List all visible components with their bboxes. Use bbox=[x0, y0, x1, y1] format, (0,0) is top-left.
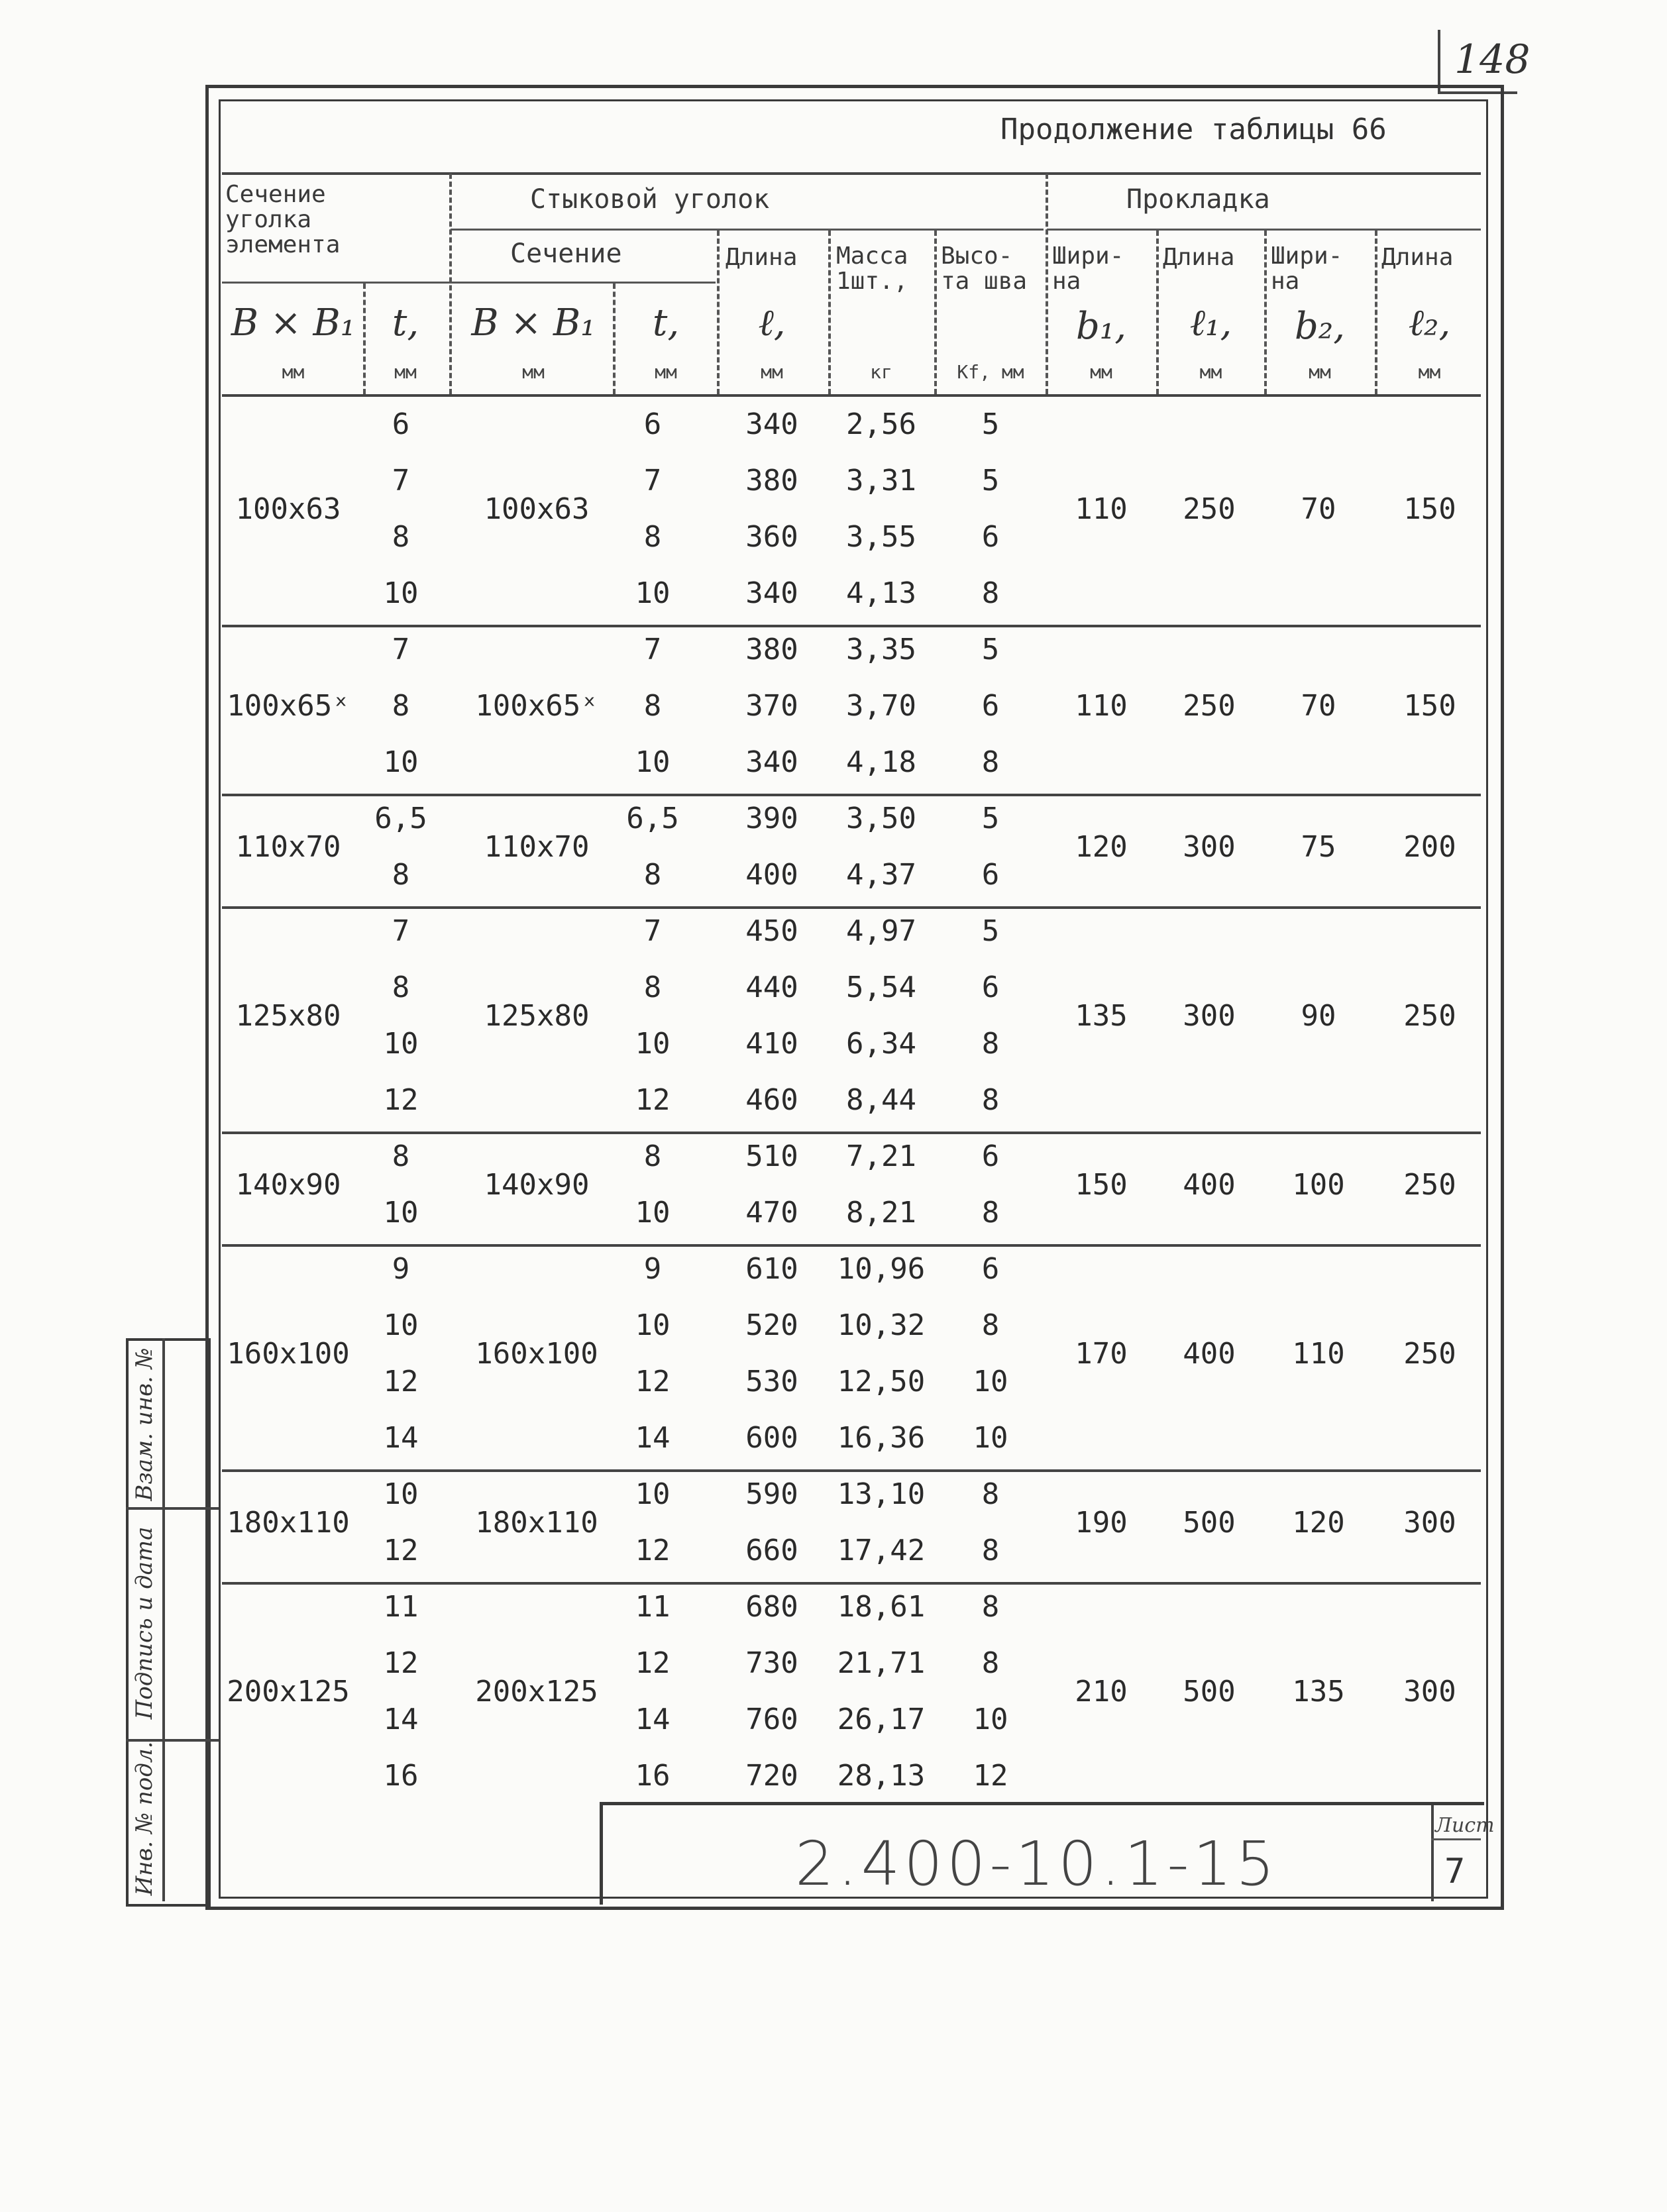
cell-weld-height: 10 bbox=[973, 1365, 1008, 1398]
cell-mass: 12,50 bbox=[837, 1365, 926, 1398]
cell-mass: 6,34 bbox=[846, 1027, 916, 1061]
unit-mm-3: мм bbox=[522, 361, 545, 383]
cell-t-joint: 12 bbox=[635, 1083, 671, 1117]
cell-weld-height: 12 bbox=[973, 1759, 1008, 1793]
hdr-mass: Масса 1шт., bbox=[836, 242, 908, 295]
hdr-pad-length1: Длина bbox=[1163, 244, 1235, 271]
cell-weld-height: 6 bbox=[981, 858, 1000, 892]
cell-t-joint: 9 bbox=[643, 1252, 662, 1286]
cell-section-elem: 100x65ˣ bbox=[227, 689, 350, 723]
cell-weld-height: 10 bbox=[973, 1421, 1008, 1455]
cell-mass: 4,37 bbox=[846, 858, 916, 892]
cell-pad-1: 110 bbox=[1075, 689, 1128, 723]
cell-section-elem: 200x125 bbox=[227, 1674, 350, 1709]
cell-length: 720 bbox=[745, 1759, 798, 1793]
cell-weld-height: 6 bbox=[981, 520, 1000, 554]
cell-section-elem: 180x110 bbox=[227, 1505, 350, 1540]
cell-t-elem: 12 bbox=[383, 1534, 419, 1567]
side-label-vzam: Взам. инв. № bbox=[131, 1347, 158, 1501]
cell-section-joint: 110x70 bbox=[484, 829, 590, 864]
cell-t-elem: 11 bbox=[383, 1590, 419, 1624]
sym-l1: ℓ₁, bbox=[1189, 301, 1232, 344]
cell-section-joint: 140x90 bbox=[484, 1167, 590, 1202]
cell-length: 460 bbox=[745, 1083, 798, 1117]
cell-weld-height: 6 bbox=[981, 689, 1000, 723]
cell-mass: 3,50 bbox=[846, 802, 916, 835]
group-divider bbox=[222, 906, 1481, 909]
cell-t-elem: 8 bbox=[392, 971, 410, 1004]
cell-t-joint: 6,5 bbox=[626, 802, 679, 835]
hdr-sep-5 bbox=[828, 231, 831, 394]
cell-t-joint: 12 bbox=[635, 1646, 671, 1680]
cell-length: 450 bbox=[745, 914, 798, 948]
hdr-section: Сечение bbox=[510, 238, 622, 269]
cell-section-joint: 125x80 bbox=[484, 998, 590, 1033]
header-top-line bbox=[222, 172, 1481, 175]
cell-length: 390 bbox=[745, 802, 798, 835]
cell-t-elem: 10 bbox=[383, 1196, 419, 1230]
unit-mm-7: мм bbox=[1199, 361, 1222, 383]
cell-t-elem: 16 bbox=[383, 1759, 419, 1793]
cell-length: 370 bbox=[745, 689, 798, 723]
cell-t-joint: 7 bbox=[643, 914, 662, 948]
cell-weld-height: 6 bbox=[981, 1139, 1000, 1173]
cell-weld-height: 8 bbox=[981, 1196, 1000, 1230]
header-sub-line-joint bbox=[451, 282, 716, 284]
cell-t-elem: 10 bbox=[383, 1308, 419, 1342]
cell-pad-2: 500 bbox=[1183, 1505, 1236, 1540]
cell-weld-height: 5 bbox=[981, 407, 1000, 441]
cell-t-elem: 6 bbox=[392, 407, 410, 441]
cell-pad-2: 300 bbox=[1183, 998, 1236, 1033]
sym-b1: b₁, bbox=[1075, 305, 1127, 348]
group-divider bbox=[222, 625, 1481, 627]
group-divider bbox=[222, 794, 1481, 796]
cell-pad-1: 170 bbox=[1075, 1336, 1128, 1371]
cell-mass: 26,17 bbox=[837, 1703, 926, 1736]
cell-length: 510 bbox=[745, 1139, 798, 1173]
cell-t-elem: 14 bbox=[383, 1703, 419, 1736]
cell-weld-height: 8 bbox=[981, 1083, 1000, 1117]
cell-length: 590 bbox=[745, 1477, 798, 1511]
hdr-sep-1 bbox=[449, 174, 452, 394]
group-divider bbox=[222, 1132, 1481, 1134]
cell-t-joint: 11 bbox=[635, 1590, 671, 1624]
cell-pad-2: 250 bbox=[1183, 689, 1236, 723]
cell-pad-4: 150 bbox=[1403, 689, 1456, 723]
cell-pad-2: 400 bbox=[1183, 1167, 1236, 1202]
cell-mass: 3,35 bbox=[846, 633, 916, 666]
cell-section-elem: 140x90 bbox=[235, 1167, 341, 1202]
cell-length: 340 bbox=[745, 407, 798, 441]
cell-length: 610 bbox=[745, 1252, 798, 1286]
cell-pad-3: 100 bbox=[1292, 1167, 1345, 1202]
cell-mass: 3,31 bbox=[846, 464, 916, 498]
cell-section-elem: 100x63 bbox=[235, 492, 341, 526]
cell-mass: 16,36 bbox=[837, 1421, 926, 1455]
cell-weld-height: 8 bbox=[981, 1590, 1000, 1624]
cell-mass: 2,56 bbox=[846, 407, 916, 441]
cell-length: 470 bbox=[745, 1196, 798, 1230]
cell-pad-1: 135 bbox=[1075, 998, 1128, 1033]
cell-section-elem: 110x70 bbox=[235, 829, 341, 864]
cell-mass: 3,70 bbox=[846, 689, 916, 723]
group-divider bbox=[222, 1244, 1481, 1247]
cell-t-joint: 6 bbox=[643, 407, 662, 441]
cell-t-joint: 8 bbox=[643, 1139, 662, 1173]
stamp-sheet-number: 7 bbox=[1444, 1852, 1466, 1891]
cell-weld-height: 10 bbox=[973, 1703, 1008, 1736]
cell-weld-height: 5 bbox=[981, 464, 1000, 498]
sym-l2: ℓ₂, bbox=[1408, 301, 1451, 344]
table-caption: Продолжение таблицы 66 bbox=[1000, 113, 1387, 146]
unit-mm-8: мм bbox=[1309, 361, 1331, 383]
cell-t-elem: 12 bbox=[383, 1083, 419, 1117]
cell-pad-3: 75 bbox=[1301, 829, 1336, 864]
cell-t-joint: 14 bbox=[635, 1703, 671, 1736]
cell-mass: 8,44 bbox=[846, 1083, 916, 1117]
cell-t-elem: 10 bbox=[383, 745, 419, 779]
cell-mass: 4,18 bbox=[846, 745, 916, 779]
cell-t-elem: 9 bbox=[392, 1252, 410, 1286]
cell-pad-1: 210 bbox=[1075, 1674, 1128, 1709]
cell-t-elem: 10 bbox=[383, 1477, 419, 1511]
hdr-pad-width2: Шири-на bbox=[1271, 242, 1343, 295]
cell-t-joint: 14 bbox=[635, 1421, 671, 1455]
cell-pad-1: 190 bbox=[1075, 1505, 1128, 1540]
cell-t-joint: 8 bbox=[643, 689, 662, 723]
header-sub-line-elem bbox=[222, 282, 451, 284]
cell-t-elem: 7 bbox=[392, 464, 410, 498]
cell-weld-height: 6 bbox=[981, 971, 1000, 1004]
cell-t-joint: 10 bbox=[635, 745, 671, 779]
cell-pad-1: 150 bbox=[1075, 1167, 1128, 1202]
cell-mass: 10,32 bbox=[837, 1308, 926, 1342]
cell-weld-height: 5 bbox=[981, 914, 1000, 948]
cell-length: 730 bbox=[745, 1646, 798, 1680]
cell-length: 440 bbox=[745, 971, 798, 1004]
sym-bxb-elem: В × В₁ bbox=[231, 301, 356, 344]
sym-b2: b₂, bbox=[1294, 305, 1346, 348]
unit-mm-2: мм bbox=[394, 361, 417, 383]
cell-t-elem: 7 bbox=[392, 633, 410, 666]
cell-pad-3: 70 bbox=[1301, 689, 1336, 723]
cell-t-joint: 16 bbox=[635, 1759, 671, 1793]
cell-length: 600 bbox=[745, 1421, 798, 1455]
cell-t-joint: 10 bbox=[635, 1027, 671, 1061]
cell-weld-height: 8 bbox=[981, 1308, 1000, 1342]
side-label-podpis: Подпись и дата bbox=[131, 1526, 158, 1720]
header-mid-line-joint bbox=[451, 229, 1044, 231]
cell-weld-height: 5 bbox=[981, 633, 1000, 666]
cell-section-joint: 160x100 bbox=[475, 1336, 598, 1371]
cell-mass: 3,55 bbox=[846, 520, 916, 554]
side-stamp-line-1 bbox=[126, 1507, 219, 1510]
cell-weld-height: 8 bbox=[981, 576, 1000, 610]
cell-t-joint: 7 bbox=[643, 633, 662, 666]
cell-t-elem: 8 bbox=[392, 689, 410, 723]
stamp-sheet-line bbox=[1431, 1838, 1481, 1840]
cell-t-joint: 10 bbox=[635, 576, 671, 610]
hdr-sep-6 bbox=[934, 231, 937, 394]
cell-pad-2: 250 bbox=[1183, 492, 1236, 526]
cell-t-joint: 8 bbox=[643, 971, 662, 1004]
cell-mass: 8,21 bbox=[846, 1196, 916, 1230]
cell-t-elem: 8 bbox=[392, 858, 410, 892]
cell-pad-3: 135 bbox=[1292, 1674, 1345, 1709]
unit-mm-5: мм bbox=[761, 361, 783, 383]
cell-section-elem: 160x100 bbox=[227, 1336, 350, 1371]
cell-length: 340 bbox=[745, 745, 798, 779]
cell-weld-height: 8 bbox=[981, 1477, 1000, 1511]
hdr-length: Длина bbox=[726, 244, 798, 271]
cell-mass: 4,13 bbox=[846, 576, 916, 610]
cell-t-elem: 10 bbox=[383, 1027, 419, 1061]
page-number: 148 bbox=[1454, 36, 1531, 83]
cell-mass: 21,71 bbox=[837, 1646, 926, 1680]
cell-t-elem: 7 bbox=[392, 914, 410, 948]
cell-t-elem: 12 bbox=[383, 1646, 419, 1680]
cell-section-elem: 125x80 bbox=[235, 998, 341, 1033]
stamp-sheet-label: Лист bbox=[1435, 1814, 1495, 1837]
cell-t-joint: 10 bbox=[635, 1477, 671, 1511]
cell-pad-2: 400 bbox=[1183, 1336, 1236, 1371]
cell-t-elem: 6,5 bbox=[374, 802, 427, 835]
hdr-sep-3 bbox=[613, 284, 616, 394]
cell-t-joint: 8 bbox=[643, 858, 662, 892]
sym-bxb-joint: В × В₁ bbox=[471, 301, 596, 344]
unit-mm-4: мм bbox=[655, 361, 677, 383]
unit-mm-6: мм bbox=[1090, 361, 1112, 383]
cell-pad-4: 200 bbox=[1403, 829, 1456, 864]
hdr-pad-length2: Длина bbox=[1381, 244, 1454, 271]
hdr-weld-height: Высо-та шва bbox=[941, 242, 1028, 295]
cell-length: 410 bbox=[745, 1027, 798, 1061]
unit-kg: кг bbox=[870, 361, 892, 383]
cell-weld-height: 8 bbox=[981, 1534, 1000, 1567]
cell-t-joint: 10 bbox=[635, 1196, 671, 1230]
sym-t-elem: t, bbox=[392, 301, 419, 344]
cell-t-elem: 8 bbox=[392, 520, 410, 554]
cell-mass: 7,21 bbox=[846, 1139, 916, 1173]
cell-mass: 18,61 bbox=[837, 1590, 926, 1624]
cell-length: 760 bbox=[745, 1703, 798, 1736]
cell-pad-2: 500 bbox=[1183, 1674, 1236, 1709]
cell-pad-4: 300 bbox=[1403, 1505, 1456, 1540]
cell-weld-height: 8 bbox=[981, 1646, 1000, 1680]
sym-l-joint: ℓ, bbox=[758, 301, 786, 344]
side-label-inv: Инв. № подл. bbox=[131, 1741, 158, 1896]
cell-length: 340 bbox=[745, 576, 798, 610]
cell-mass: 10,96 bbox=[837, 1252, 926, 1286]
cell-t-joint: 10 bbox=[635, 1308, 671, 1342]
cell-section-joint: 100x63 bbox=[484, 492, 590, 526]
cell-mass: 5,54 bbox=[846, 971, 916, 1004]
hdr-pad: Прокладка bbox=[1126, 184, 1270, 215]
cell-mass: 28,13 bbox=[837, 1759, 926, 1793]
cell-pad-1: 110 bbox=[1075, 492, 1128, 526]
cell-pad-3: 110 bbox=[1292, 1336, 1345, 1371]
hdr-section-elem: Сечение уголка элемента bbox=[225, 181, 341, 258]
header-bottom-line bbox=[222, 394, 1481, 397]
cell-length: 380 bbox=[745, 633, 798, 666]
cell-pad-4: 250 bbox=[1403, 998, 1456, 1033]
cell-mass: 17,42 bbox=[837, 1534, 926, 1567]
cell-pad-4: 250 bbox=[1403, 1336, 1456, 1371]
unit-mm-9: мм bbox=[1418, 361, 1441, 383]
cell-mass: 13,10 bbox=[837, 1477, 926, 1511]
cell-section-joint: 180x110 bbox=[475, 1505, 598, 1540]
cell-t-joint: 7 bbox=[643, 464, 662, 498]
group-divider bbox=[222, 1582, 1481, 1585]
unit-mm-1: мм bbox=[282, 361, 305, 383]
cell-pad-4: 300 bbox=[1403, 1674, 1456, 1709]
cell-t-joint: 12 bbox=[635, 1534, 671, 1567]
cell-t-elem: 12 bbox=[383, 1365, 419, 1398]
cell-weld-height: 6 bbox=[981, 1252, 1000, 1286]
unit-kf: Kf, мм bbox=[957, 361, 1024, 383]
cell-length: 680 bbox=[745, 1590, 798, 1624]
stamp-sheet-sep bbox=[1431, 1805, 1434, 1901]
stamp-doc-number: 2.400-10.1-15 bbox=[795, 1828, 1279, 1899]
cell-length: 660 bbox=[745, 1534, 798, 1567]
cell-t-joint: 8 bbox=[643, 520, 662, 554]
cell-pad-4: 250 bbox=[1403, 1167, 1456, 1202]
page-number-tick bbox=[1438, 30, 1440, 93]
cell-pad-4: 150 bbox=[1403, 492, 1456, 526]
cell-length: 400 bbox=[745, 858, 798, 892]
cell-t-elem: 14 bbox=[383, 1421, 419, 1455]
cell-pad-3: 70 bbox=[1301, 492, 1336, 526]
cell-length: 530 bbox=[745, 1365, 798, 1398]
cell-pad-3: 120 bbox=[1292, 1505, 1345, 1540]
cell-length: 380 bbox=[745, 464, 798, 498]
cell-length: 360 bbox=[745, 520, 798, 554]
cell-weld-height: 5 bbox=[981, 802, 1000, 835]
sym-t-joint: t, bbox=[652, 301, 680, 344]
hdr-sep-10 bbox=[1375, 231, 1377, 394]
cell-t-elem: 10 bbox=[383, 576, 419, 610]
cell-pad-1: 120 bbox=[1075, 829, 1128, 864]
group-divider bbox=[222, 1469, 1481, 1472]
cell-section-joint: 100x65ˣ bbox=[475, 689, 598, 723]
hdr-pad-width1: Шири-на bbox=[1052, 242, 1124, 295]
cell-length: 520 bbox=[745, 1308, 798, 1342]
cell-pad-2: 300 bbox=[1183, 829, 1236, 864]
hdr-joint-angle: Стыковой уголок bbox=[530, 184, 770, 215]
side-stamp-divider bbox=[162, 1338, 165, 1901]
cell-section-joint: 200x125 bbox=[475, 1674, 598, 1709]
cell-pad-3: 90 bbox=[1301, 998, 1336, 1033]
cell-mass: 4,97 bbox=[846, 914, 916, 948]
cell-t-elem: 8 bbox=[392, 1139, 410, 1173]
cell-t-joint: 12 bbox=[635, 1365, 671, 1398]
hdr-sep-8 bbox=[1156, 231, 1159, 394]
cell-weld-height: 8 bbox=[981, 1027, 1000, 1061]
cell-weld-height: 8 bbox=[981, 745, 1000, 779]
